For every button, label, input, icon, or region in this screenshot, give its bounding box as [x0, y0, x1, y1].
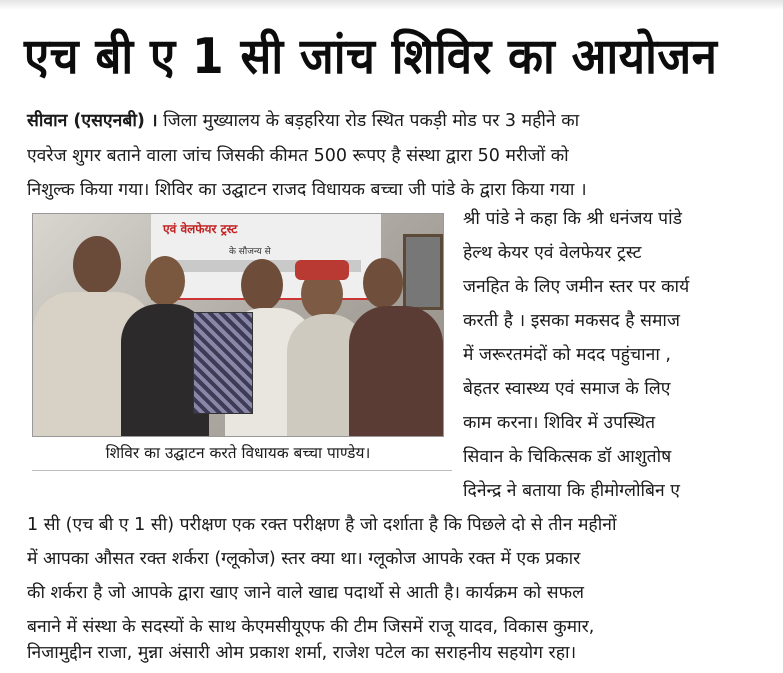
column-line-6: बेहतर स्वास्थ्य एवं समाज के लिए [463, 379, 671, 399]
caption-divider [32, 470, 452, 471]
tail-line-2: में आपका औसत रक्त शर्करा (ग्लूकोज) स्तर क्या था। ग्लूकोज आपके रक्त में एक प्रकार [27, 549, 581, 569]
tail-line-3: की शर्करा है जो आपके द्वारा खाए जाने वाले खाद्य पदार्थो से आती है। कार्यक्रम को सफल [27, 583, 584, 603]
gift-bouquet [193, 312, 253, 414]
column-line-4: करती है । इसका मकसद है समाज [463, 311, 680, 331]
dateline: सीवान (एसएनबी) । [27, 111, 158, 131]
tail-line-1: 1 सी (एच बी ए 1 सी) परीक्षण एक रक्त परीक्षण है जो दर्शाता है कि पिछले दो से तीन महीनों [27, 515, 617, 535]
lead-line-1: सीवान (एसएनबी) । जिला मुख्यालय के बड़हरिया रोड स्थित पकड़ी मोड पर 3 महीने का [27, 111, 580, 131]
wall-portrait [403, 234, 443, 310]
column-line-8: सिवान के चिकित्सक डॉ आशुतोष [463, 447, 672, 467]
lead-line-2: एवरेज शुगर बताने वाला जांच जिसकी कीमत 500 रूपए है संस्था द्वारा 50 मरीजों को [27, 146, 569, 166]
column-line-7: काम करना। शिविर में उपस्थित [463, 413, 656, 433]
previous-clipping-edge [0, 0, 783, 10]
column-line-3: जनहित के लिए जमीन स्तर पर कार्य [463, 277, 690, 297]
column-line-5: में जरूरतमंदों को मदद पहुंचाना , [463, 345, 671, 365]
event-photo [32, 213, 444, 437]
lead-line-3: निशुल्क किया गया। शिविर का उद्घाटन राजद विधायक बच्चा जी पांडे के द्वारा किया गया । [27, 180, 587, 200]
banner-subtext: के सौजन्य से [229, 247, 271, 257]
banner-text: एवं वेलफेयर ट्रस्ट [163, 222, 238, 236]
tail-line-5: निजामुद्दीन राजा, मुन्ना अंसारी ओम प्रकाश शर्मा, राजेश पटेल का सराहनीय सहयोग रहा। [27, 643, 577, 663]
headline: एच बी ए 1 सी जांच शिविर का आयोजन [24, 28, 718, 85]
tail-line-4: बनाने में संस्था के सदस्यों के साथ केएमसीयूएफ की टीम जिसमें राजू यादव, विकास कुमार, [27, 617, 595, 637]
photo-caption: शिविर का उद्घाटन करते विधायक बच्चा पाण्डेय। [105, 444, 371, 462]
column-line-2: हेल्थ केयर एवं वेलफेयर ट्रस्ट [463, 243, 642, 263]
column-line-9: दिनेन्द्र ने बताया कि हीमोग्लोबिन ए [463, 481, 680, 501]
column-line-1: श्री पांडे ने कहा कि श्री धनंजय पांडे [463, 209, 683, 229]
